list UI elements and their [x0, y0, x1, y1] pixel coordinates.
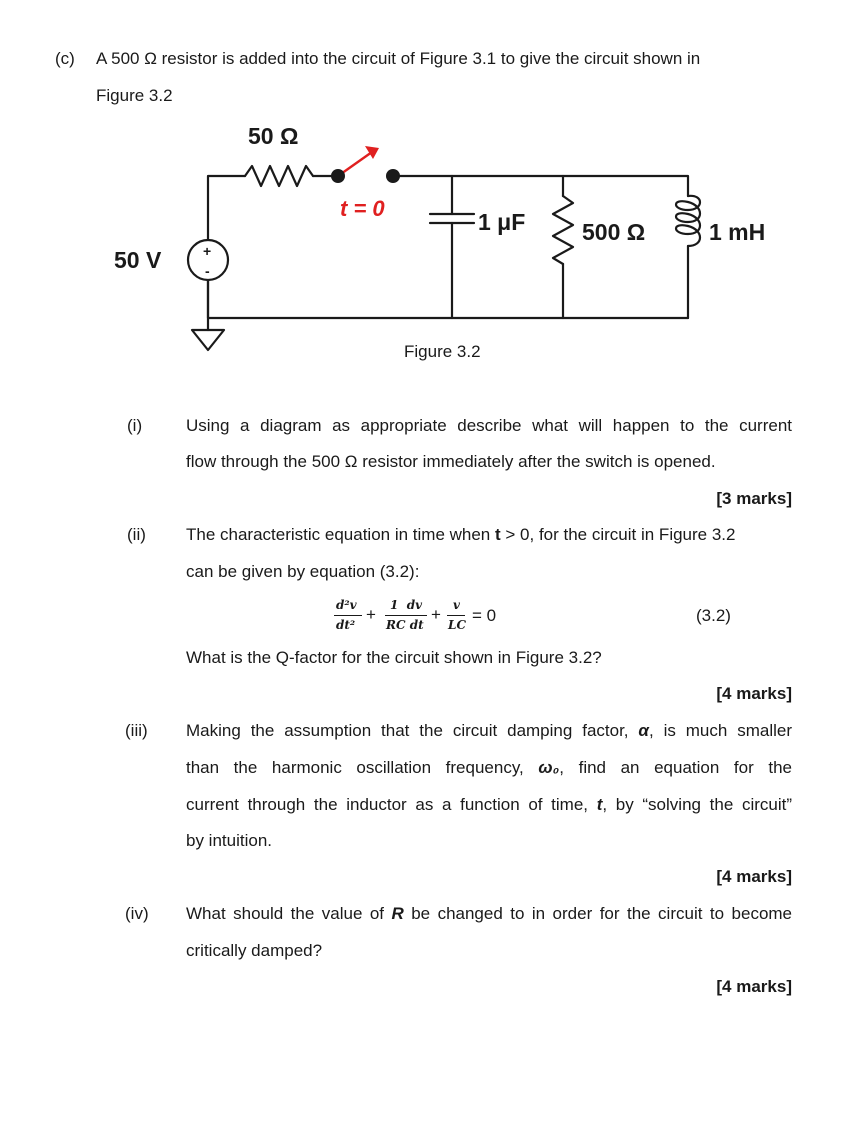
wire-bottom — [208, 280, 688, 318]
eq-d2v: d²v — [336, 598, 357, 612]
eq-frac-line-3 — [447, 615, 465, 616]
eq-plus-1: + — [366, 605, 376, 624]
parallel-resistor-label: 500 Ω — [582, 219, 646, 245]
eq-dt2: dt² — [336, 618, 356, 632]
question-iii-line-3-a: current through the inductor as a function of time, — [186, 795, 597, 814]
inductor-label: 1 mH — [709, 219, 766, 245]
question-iii-line-4: by intuition. — [186, 831, 272, 850]
series-resistor-label: 50 Ω — [248, 123, 299, 149]
question-iii-line-1-a: Making the assumption that the circuit damping factor, — [186, 721, 639, 740]
ground-symbol — [192, 330, 224, 350]
question-iii-line-2-a: than the harmonic oscillation frequency, — [186, 758, 539, 777]
equation-number: (3.2) — [696, 606, 731, 625]
question-iii-line-1 — [186, 721, 792, 741]
question-iii-var-omega: ω₀ — [538, 758, 560, 777]
question-ii-line-1-b: > 0, for the circuit in Figure 3.2 — [500, 525, 736, 544]
switch-arrow — [365, 146, 379, 159]
question-iii-line-2-b: , find an equation for the — [559, 758, 792, 777]
question-iv-number: (iv) — [125, 904, 149, 923]
eq-rc-dt: RC dt — [386, 618, 424, 632]
source-minus: - — [205, 263, 210, 279]
switch-label: t = 0 — [340, 196, 385, 221]
source-label: 50 V — [114, 247, 162, 273]
eq-equals: = 0 — [472, 606, 497, 625]
eq-frac-line-1 — [334, 615, 362, 616]
part-label: (c) — [55, 49, 75, 68]
question-ii-var-t: t — [495, 525, 501, 544]
question-ii-number: (ii) — [127, 525, 146, 544]
question-ii-line-1 — [186, 525, 735, 545]
question-ii-line-2: can be given by equation (3.2): — [186, 562, 420, 581]
series-resistor-symbol — [245, 166, 313, 186]
parallel-resistor-symbol — [553, 196, 573, 264]
question-iii-var-alpha: α — [638, 721, 649, 740]
eq-one-dv: 1 dv — [390, 598, 423, 612]
capacitor-label: 1 μF — [478, 209, 526, 235]
question-iii-line-2 — [186, 758, 792, 778]
eq-lc: LC — [448, 618, 466, 632]
eq-v: v — [453, 598, 460, 612]
question-iv-line-1 — [186, 904, 792, 924]
question-iii-marks: [4 marks] — [716, 867, 792, 886]
question-iii-var-t: t — [596, 795, 603, 814]
question-iii-line-3 — [186, 795, 792, 815]
question-iv-line-1-b: be changed to in order for the circuit to become — [403, 904, 793, 923]
question-iii-line-1-b: , is much smaller — [648, 721, 793, 740]
question-iv-marks: [4 marks] — [716, 977, 792, 996]
question-ii-line-3: What is the Q-factor for the circuit shown in Figure 3.2? — [186, 648, 602, 667]
question-ii-line-1-a: The characteristic equation in time when — [186, 525, 495, 544]
eq-plus-2: + — [431, 605, 441, 624]
question-iv-line-2: critically damped? — [186, 941, 323, 960]
equation-3-2 — [334, 598, 514, 638]
inductor-symbol — [676, 196, 700, 246]
intro-line-1: A 500 Ω resistor is added into the circuit of Figure 3.1 to give the circuit shown in — [96, 49, 701, 68]
question-iv-line-1-a: What should the value of — [186, 904, 392, 923]
switch-contact-left — [331, 169, 345, 183]
question-iii-line-3-b: , by “solving the circuit” — [602, 795, 793, 814]
question-i-line-1: Using a diagram as appropriate describe what will happen to the current — [186, 416, 792, 435]
figure-caption: Figure 3.2 — [404, 342, 481, 361]
switch-contact-right — [386, 169, 400, 183]
question-i-number: (i) — [127, 416, 143, 435]
question-i-marks: [3 marks] — [716, 489, 792, 508]
circuit-diagram — [0, 0, 847, 370]
eq-frac-line-2 — [385, 615, 427, 616]
wire-top — [393, 176, 688, 196]
question-iv-var-r: R — [391, 904, 404, 923]
question-ii-marks: [4 marks] — [716, 684, 792, 703]
question-iii-number: (iii) — [125, 721, 148, 740]
intro-line-2: Figure 3.2 — [96, 86, 173, 105]
wire-left — [208, 176, 245, 240]
source-plus: + — [203, 243, 212, 259]
question-i-line-2: flow through the 500 Ω resistor immediately after the switch is opened. — [186, 452, 716, 471]
